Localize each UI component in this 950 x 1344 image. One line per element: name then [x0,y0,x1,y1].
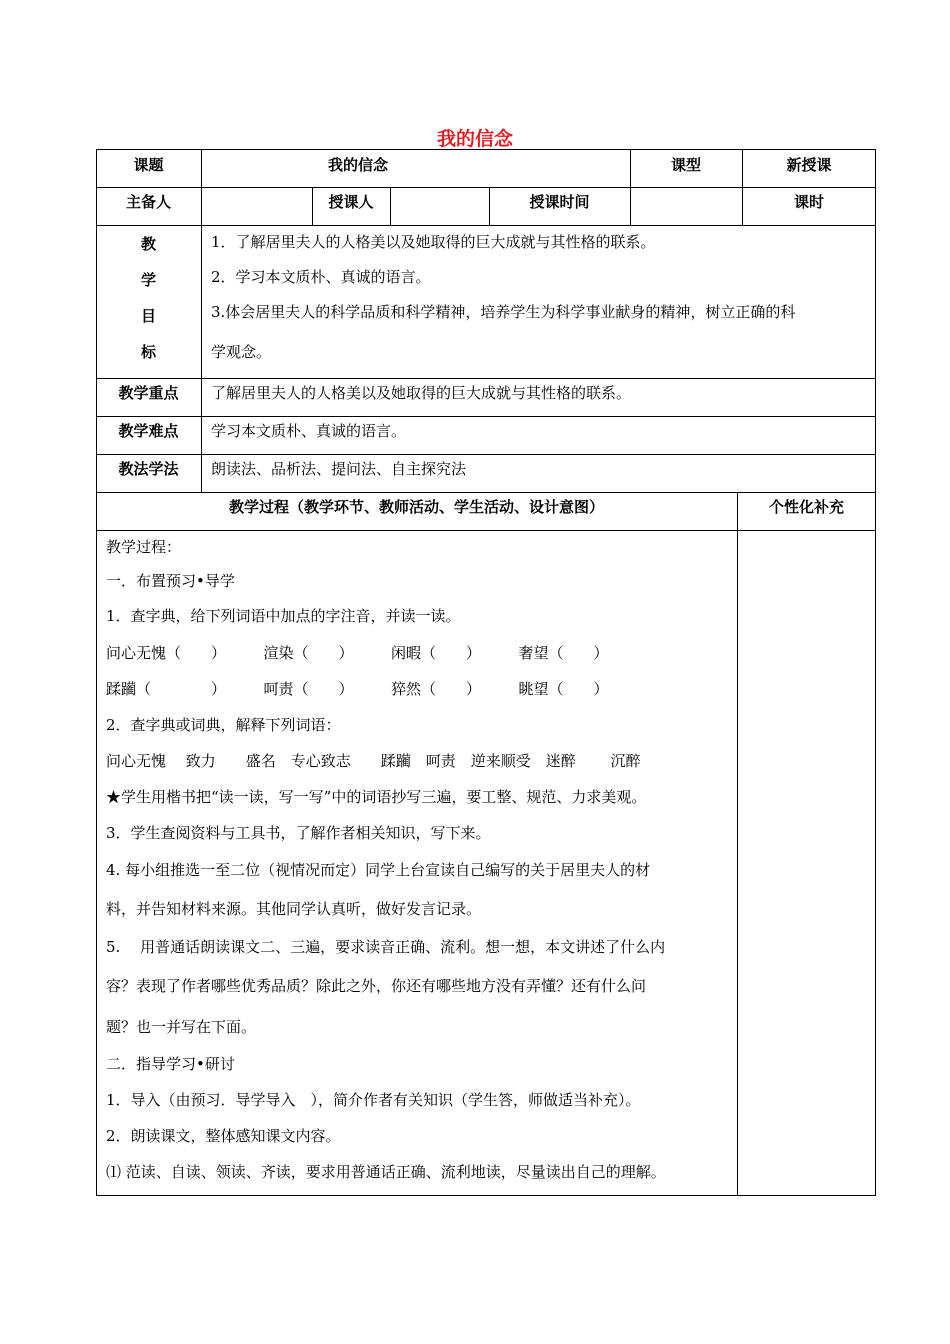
key-point-value: 了解居里夫人的人格美以及她取得的巨大成就与其性格的联系。 [211,384,632,402]
document-title: 我的信念 [436,128,513,150]
process-line: 问心无愧 致力 盛名 专心致志 蹂躏 呵责 逆来顺受 迷醉 沉醉 [106,752,641,770]
methods-value: 朗读法、品析法、提问法、自主探究法 [211,460,467,478]
preparer-label: 主备人 [125,193,171,211]
process-line: ★学生用楷书把“读一读，写一写”中的词语抄写三遍，要工整、规范、力求美观。 [106,788,647,806]
teacher-label: 授课人 [328,193,374,211]
goal-line: 学观念。 [211,343,272,361]
process-line: 二．指导学习•研讨 [106,1055,235,1073]
process-line: 4. 每小组推选一至二位（视情况而定）同学上台宣读自己编写的关于居里夫人的材 [106,861,651,879]
process-line: ⑴ 范读、自读、领读、齐读，要求用普通话正确、流利地读，尽量读出自己的理解。 [106,1163,666,1181]
topic-value: 我的信念 [328,156,389,174]
goals-label-char: 标 [140,343,156,361]
methods-label: 教法学法 [118,460,179,478]
class-hours-label: 课时 [793,193,824,211]
supplement-header: 个性化补充 [768,498,844,516]
process-line: 蹂躏（ ） 呵责（ ） 猝然（ ） 眺望（ ） [106,680,609,698]
class-time-label: 授课时间 [529,193,590,211]
lesson-type-label: 课型 [670,156,701,174]
goals-label-char: 学 [140,271,156,289]
process-line: 问心无愧（ ） 渲染（ ） 闲暇（ ） 奢望（ ） [106,644,609,662]
process-line: 2．朗读课文，整体感知课文内容。 [106,1127,341,1145]
process-line: 1．导入（由预习．导学导入 ），简介作者有关知识（学生答，师做适当补充）。 [106,1091,641,1109]
difficulty-label: 教学难点 [118,422,179,440]
process-line: 容？表现了作者哪些优秀品质？除此之外，你还有哪些地方没有弄懂？还有什么问 [106,977,647,995]
goal-line: 1．了解居里夫人的人格美以及她取得的巨大成就与其性格的联系。 [211,233,656,251]
process-line: 一．布置预习•导学 [106,572,235,590]
goal-line: 2．学习本文质朴、真诚的语言。 [211,268,431,286]
process-line: 3．学生查阅资料与工具书，了解作者相关知识，写下来。 [106,824,491,842]
process-line: 1．查字典，给下列词语中加点的字注音，并读一读。 [106,607,461,625]
process-line: 料，并告知材料来源。其他同学认真听，做好发言记录。 [106,900,482,918]
process-line: 题？也一并写在下面。 [106,1018,257,1036]
lesson-type-value: 新授课 [786,156,832,174]
goals-label-char: 教 [140,235,156,253]
goals-label-char: 目 [140,307,156,325]
goal-line: 3.体会居里夫人的科学品质和科学精神，培养学生为科学事业献身的精神，树立正确的科 [211,303,796,321]
process-line: 5. 用普通话朗读课文二、三遍，要求读音正确、流利。想一想，本文讲述了什么内 [106,938,666,956]
key-point-label: 教学重点 [118,384,179,402]
difficulty-value: 学习本文质朴、真诚的语言。 [211,422,407,440]
process-line: 2．查字典或词典，解释下列词语： [106,716,341,734]
topic-label: 课题 [133,156,164,174]
process-line: 教学过程： [106,538,182,556]
process-header: 教学过程（教学环节、教师活动、学生活动、设计意图） [228,498,604,516]
